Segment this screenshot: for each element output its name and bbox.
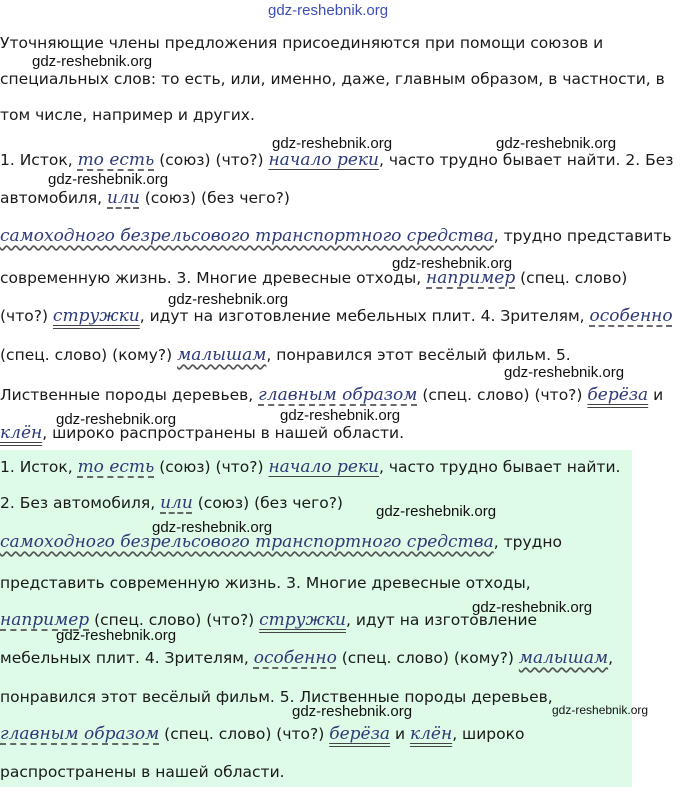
intro-line-2: специальных слов: то есть, или, именно, даже, главным образом, в частности, в: [0, 70, 665, 88]
task-line-8: [0, 306, 673, 326]
watermark: gdz-reshebnik.org: [496, 135, 617, 152]
text-span: 2. Без автомобиля,: [0, 494, 161, 512]
text-span: ,: [608, 649, 614, 667]
handwritten-word: начало реки: [268, 150, 380, 170]
text-span: (союз) (без чего?): [139, 189, 290, 207]
handwritten-word: особенно: [253, 648, 337, 668]
text-span: Лиственные породы деревьев,: [0, 386, 259, 404]
watermark: gdz-reshebnik.org: [552, 703, 649, 717]
text-span: (союз) (что?): [154, 151, 269, 169]
text-span: , понравился этот весёлый фильм. 5.: [266, 346, 571, 364]
handwritten-word: или: [107, 188, 140, 208]
text-span: мебельных плит. 4. Зрителям,: [0, 649, 254, 667]
text-span: (спец. слово): [515, 269, 628, 287]
text-span: , широко: [452, 725, 525, 743]
text-span: и: [648, 386, 664, 404]
handwritten-word: стружки: [52, 306, 140, 326]
handwritten-word: то есть: [77, 457, 155, 477]
watermark: gdz-reshebnik.org: [48, 171, 169, 188]
task-line-10: [0, 385, 663, 405]
text-span: , идут на изготовление: [345, 611, 538, 629]
task-line-9: [0, 345, 571, 365]
handwritten-word: то есть: [77, 150, 155, 170]
answer-line-1: [0, 457, 620, 477]
text-span: современную жизнь. 3. Многие древесные отходы,: [0, 269, 427, 287]
text-span: представить современную жизнь. 3. Многие древесные отходы,: [0, 574, 531, 592]
watermark: gdz-reshebnik.org: [168, 291, 289, 308]
handwritten-word: клён: [409, 724, 453, 744]
watermark: gdz-reshebnik.org: [392, 255, 513, 272]
watermark: gdz-reshebnik.org: [56, 411, 177, 428]
handwritten-word: например: [0, 610, 90, 630]
handwritten-phrase: самоходного безрельсового транспортного средства: [0, 532, 494, 552]
text-span: (что?): [0, 307, 53, 325]
text-span: автомобиля,: [0, 189, 108, 207]
task-line-5: [0, 188, 290, 208]
handwritten-word: например: [426, 268, 516, 288]
handwritten-word: или: [160, 493, 193, 513]
text-span: , часто трудно бывает найти.: [379, 458, 621, 476]
text-span: (спец. слово) (что?): [417, 386, 588, 404]
handwritten-word: берёза: [329, 724, 391, 744]
watermark: gdz-reshebnik.org: [280, 407, 401, 424]
text-span: (спец. слово) (кому?): [336, 649, 519, 667]
text-span: (союз) (без чего?): [192, 494, 343, 512]
watermark: gdz-reshebnik.org: [152, 519, 273, 536]
text-span: 1. Исток,: [0, 458, 78, 476]
handwritten-phrase: главным образом: [0, 724, 160, 744]
text-span: понравился этот весёлый фильм. 5. Лиственные породы деревьев,: [0, 688, 553, 706]
text-span: , идут на изготовление мебельных плит. 4. Зрителям,: [139, 307, 590, 325]
answer-line-8: [0, 724, 524, 744]
watermark: gdz-reshebnik.org: [472, 599, 593, 616]
text-span: (спец. слово) (кому?): [0, 346, 178, 364]
text-span: 1. Исток,: [0, 151, 78, 169]
handwritten-word: малышам: [177, 345, 267, 365]
task-line-4: [0, 150, 674, 170]
text-span: (спец. слово) (что?): [89, 611, 260, 629]
task-line-7: [0, 268, 627, 288]
watermark: gdz-reshebnik.org: [504, 364, 625, 381]
handwritten-word: клён: [0, 423, 43, 443]
watermark: gdz-reshebnik.org: [56, 627, 177, 644]
watermark: gdz-reshebnik.org: [32, 53, 153, 70]
watermark: gdz-reshebnik.org: [272, 135, 393, 152]
watermark-top: gdz-reshebnik.org: [268, 2, 389, 19]
intro-line-1: Уточняющие члены предложения присоединяются при помощи союзов и: [0, 34, 604, 52]
watermark: gdz-reshebnik.org: [292, 703, 413, 720]
handwritten-word: малышам: [518, 648, 609, 668]
text-span: , часто трудно бывает найти. 2. Без: [379, 151, 674, 169]
handwritten-word: начало реки: [268, 457, 380, 477]
task-line-6: [0, 226, 672, 246]
handwritten-word: стружки: [259, 610, 346, 630]
handwritten-word: особенно: [589, 306, 673, 326]
answer-line-4: [0, 574, 531, 592]
intro-line-3: том числе, например и других.: [0, 106, 255, 124]
text-span: и: [390, 725, 410, 743]
text-span: , широко распространены в нашей области.: [42, 424, 405, 442]
text-span: , трудно: [493, 533, 562, 551]
handwritten-phrase: самоходного безрельсового транспортного средства: [0, 226, 494, 246]
text-span: (спец. слово) (что?): [159, 725, 330, 743]
answer-line-6: [0, 648, 613, 668]
answer-line-2: [0, 493, 343, 513]
answer-line-3: [0, 532, 562, 552]
text-span: (союз) (что?): [154, 458, 269, 476]
answer-line-9: [0, 763, 285, 781]
watermark: gdz-reshebnik.org: [376, 503, 497, 520]
handwritten-word: берёза: [587, 385, 649, 405]
text-span: распространены в нашей области.: [0, 763, 285, 781]
answer-line-7: [0, 688, 553, 706]
handwritten-phrase: главным образом: [258, 385, 418, 405]
text-span: , трудно представить: [493, 227, 672, 245]
